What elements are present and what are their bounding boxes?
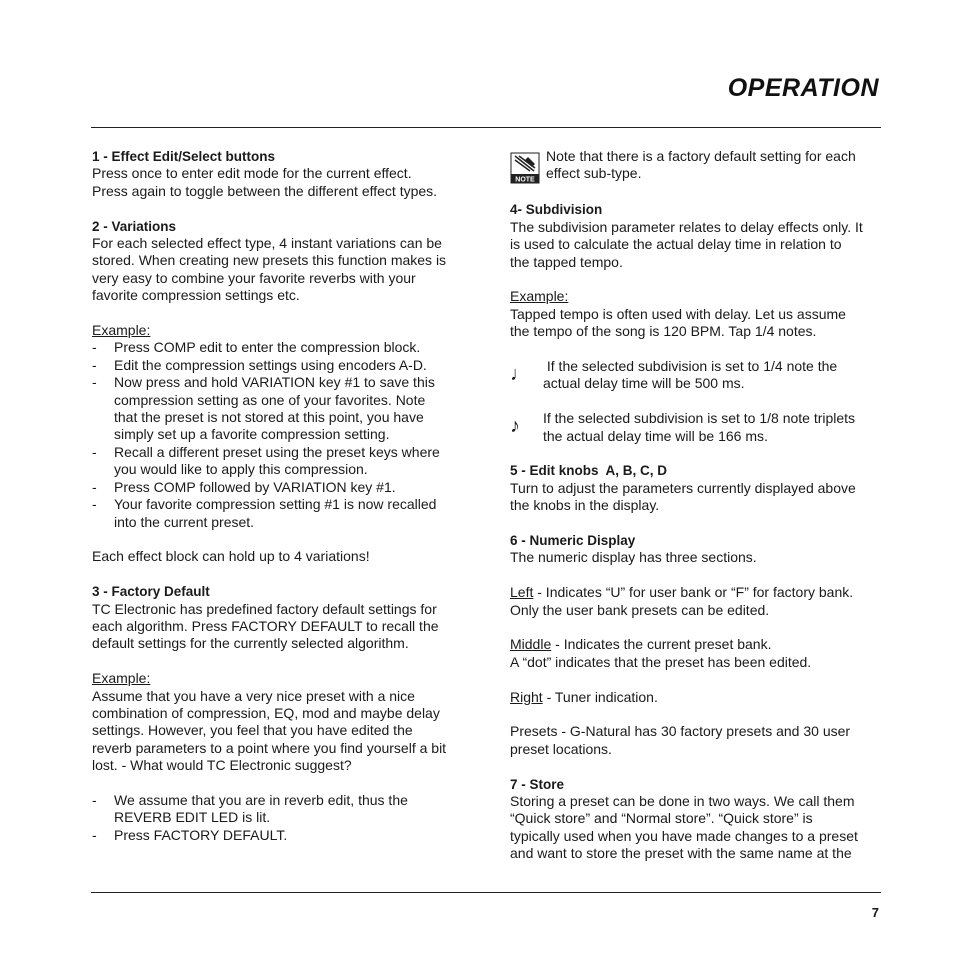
list-item-line: that the preset is not stored at this point, you have [114, 409, 424, 426]
triplet-note-example [510, 410, 882, 445]
paragraph-line: typically used when you have made changes to a preset [510, 827, 858, 844]
section-heading: 3 - Factory Default [92, 584, 210, 600]
paragraph-line: Assume that you have a very nice preset with a nice [92, 687, 415, 704]
paragraph-line: If the selected subdivision is set to 1/4 note the [543, 358, 838, 375]
paragraph-line [510, 636, 882, 653]
list-item-line: - Your favorite compression setting #1 is now recalled [114, 496, 437, 513]
paragraph-line: Only the user bank presets can be edited. [510, 601, 770, 618]
paragraph-line: If the selected subdivision is set to 1/8 note triplets [543, 410, 856, 427]
paragraph-line: is used to calculate the actual delay time in relation to [510, 236, 842, 253]
list-item-line: REVERB EDIT LED is lit. [114, 809, 271, 826]
example-list [92, 792, 464, 844]
list-item-line: - Recall a different preset using the preset keys where [114, 443, 440, 460]
paragraph-line: The subdivision parameter relates to delay effects only. It [510, 218, 863, 235]
inline-label: Middle [510, 636, 552, 653]
left-column [92, 148, 464, 844]
paragraph-line: actual delay time will be 500 ms. [543, 375, 745, 392]
paragraph-line: For each selected effect type, 4 instant variations can be [92, 235, 442, 252]
right-column [510, 148, 882, 863]
list-item-line: - Press FACTORY DEFAULT. [114, 826, 288, 843]
paragraph-line: Each effect block can hold up to 4 variations! [92, 548, 370, 565]
section-heading: 6 - Numeric Display [510, 533, 636, 549]
inline-text: - Indicates “U” for user bank or “F” for factory bank. [533, 584, 854, 601]
note-line: effect sub-type. [546, 165, 642, 182]
note-icon-label: NOTE [515, 176, 535, 184]
paragraph-line: Press again to toggle between the different effect types. [92, 182, 438, 199]
paragraph-line: and want to store the preset with the same name at the [510, 845, 852, 862]
list-item [92, 374, 464, 444]
list-item [92, 339, 464, 356]
list-item-line: you would like to apply this compression. [114, 461, 368, 478]
inline-text: - Indicates the current preset bank. [551, 636, 772, 653]
paragraph-line: the tempo of the song is 120 BPM. Tap 1/4 notes. [510, 323, 817, 340]
list-item-line: - Now press and hold VARIATION key #1 to save this [114, 374, 435, 391]
paragraph-line: combination of compression, EQ, mod and maybe delay [92, 704, 440, 721]
section-heading: 2 - Variations [92, 218, 177, 234]
note-box [510, 148, 882, 184]
paragraph-line: favorite compression settings etc. [92, 287, 300, 304]
list-item [92, 357, 464, 374]
page-number: 7 [871, 905, 879, 920]
example-list [92, 339, 464, 530]
paragraph-line: Presets - G-Natural has 30 factory presets and 30 user [510, 723, 851, 740]
list-item [92, 792, 464, 827]
list-item-line: - Press COMP followed by VARIATION key #1. [114, 478, 396, 495]
paragraph-line: very easy to combine your favorite reverbs with your [92, 269, 416, 286]
list-item-line: compression setting as one of your favorites. Note [114, 391, 426, 408]
inline-text: - Tuner indication. [542, 688, 658, 705]
page-title: OPERATION [727, 74, 879, 102]
header-rule [91, 127, 881, 128]
paragraph-line [510, 689, 882, 706]
paragraph-line: lost. - What would TC Electronic suggest? [92, 757, 352, 774]
paragraph-line: preset locations. [510, 740, 612, 757]
section-heading: 1 - Effect Edit/Select buttons [92, 149, 276, 164]
example-label: Example: [510, 288, 569, 305]
list-item-line: - Press COMP edit to enter the compression block. [114, 339, 421, 356]
list-item [92, 496, 464, 531]
list-item-line: - We assume that you are in reverb edit, thus the [114, 791, 408, 808]
paragraph-line: Storing a preset can be done in two ways. We call them [510, 793, 855, 810]
paragraph-line: the actual delay time will be 166 ms. [543, 427, 768, 444]
list-item-line: into the current preset. [114, 513, 255, 530]
inline-label: Right [510, 688, 543, 705]
paragraph-line: “Quick store” and “Normal store”. “Quick store” is [510, 810, 813, 827]
example-label: Example: [92, 670, 151, 687]
list-item [92, 827, 464, 844]
paragraph-line: default settings for the currently selected algorithm. [92, 635, 409, 652]
paragraph-line: TC Electronic has predefined factory default settings for [92, 600, 437, 617]
paragraph-line: the knobs in the display. [510, 497, 660, 514]
paragraph-line: Tapped tempo is often used with delay. Let us assume [510, 305, 846, 322]
section-heading: 7 - Store [510, 776, 565, 792]
paragraph-line: stored. When creating new presets this function makes is [92, 252, 447, 269]
list-item-line: - Edit the compression settings using encoders A-D. [114, 356, 427, 373]
paragraph-line: A “dot” indicates that the preset has been edited. [510, 653, 812, 670]
paragraph-line: Press once to enter edit mode for the current effect. [92, 165, 412, 182]
footer-rule [91, 892, 881, 893]
list-item [92, 444, 464, 479]
paragraph-line: the tapped tempo. [510, 253, 623, 270]
paragraph-line: settings. However, you feel that you have edited the [92, 722, 413, 739]
paragraph-line [510, 584, 882, 601]
note-line: Note that there is a factory default setting for each [546, 148, 856, 164]
quarter-note-example [510, 358, 882, 393]
paragraph-line: reverb parameters to a point where you find yourself a bit [92, 739, 447, 756]
paragraph-line: each algorithm. Press FACTORY DEFAULT to recall the [92, 617, 439, 634]
eighth-note-icon: ♪ [510, 415, 520, 438]
list-item-line: simply set up a favorite compression setting. [114, 426, 390, 443]
paragraph-line: Turn to adjust the parameters currently displayed above [510, 479, 856, 496]
note-icon [510, 152, 540, 184]
example-label: Example: [92, 322, 151, 339]
inline-label: Left [510, 584, 534, 601]
list-item [92, 479, 464, 496]
section-heading: 4- Subdivision [510, 202, 603, 218]
paragraph-line: The numeric display has three sections. [510, 549, 757, 566]
section-heading: 5 - Edit knobs A, B, C, D [510, 463, 668, 479]
quarter-note-icon: ♩ [510, 363, 530, 386]
